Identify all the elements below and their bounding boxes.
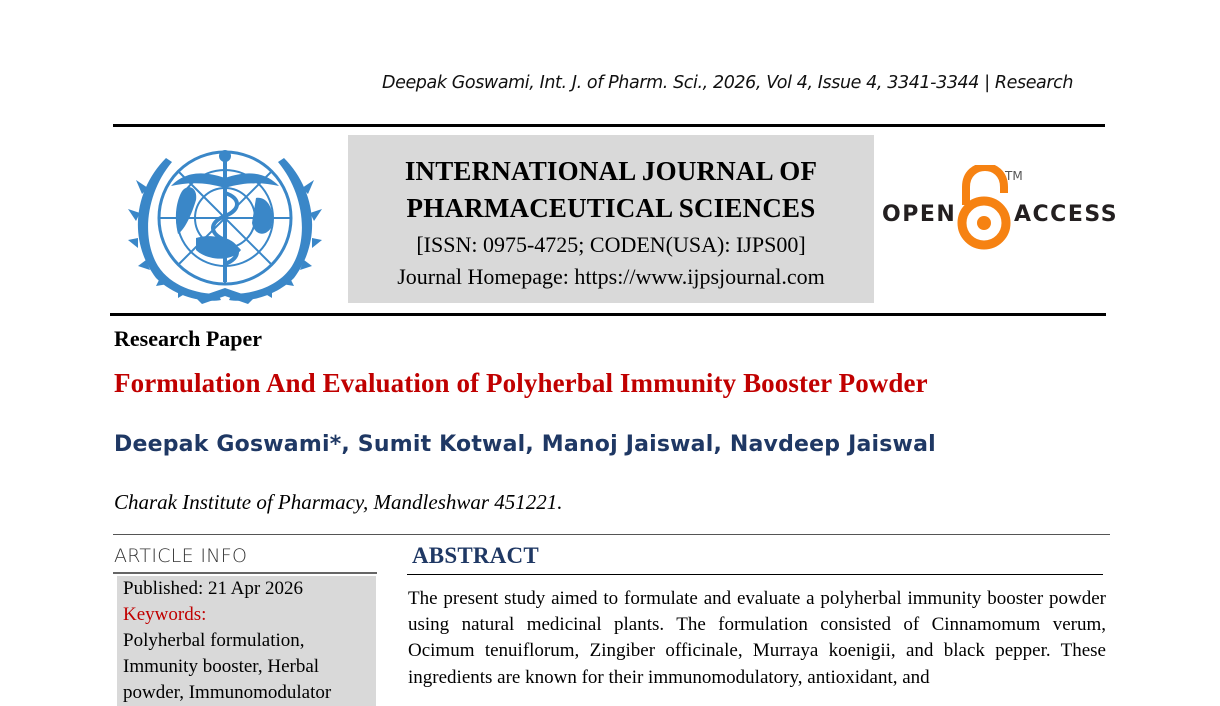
header-rule-bottom: [110, 313, 1106, 316]
open-access-right-text: ACCESS: [1014, 202, 1119, 227]
keyword-line: Immunity booster, Herbal: [123, 656, 320, 677]
journal-homepage: Journal Homepage: https://www.ijpsjournal.com: [397, 264, 825, 289]
keyword-line: powder, Immunomodulator: [123, 682, 332, 703]
journal-emblem-icon: [126, 138, 324, 306]
article-info-heading: ARTICLE INFO: [114, 545, 248, 567]
paper-title: Formulation And Evaluation of Polyherbal Immunity Booster Powder: [114, 368, 928, 398]
trademark-symbol: TM: [1005, 169, 1023, 183]
keywords-label: Keywords:: [123, 604, 207, 625]
affiliation: Charak Institute of Pharmacy, Mandleshwar 451221.: [114, 490, 563, 514]
header-rule-top: [113, 124, 1105, 127]
journal-title-line2: PHARMACEUTICAL SCIENCES: [406, 193, 816, 223]
abstract-text: The present study aimed to formulate and evaluate a polyherbal immunity booster powder using natural medicinal plants. The formulation consisted of Cinnamomum verum, Ocimum tenuiflorum, Zingiber officinale, Murraya koenigii, and black pepper. These ingredients are known for their immunomodulatory, antioxidant, and: [408, 588, 1106, 688]
journal-title-line1: INTERNATIONAL JOURNAL OF: [404, 156, 818, 186]
paper-type: Research Paper: [114, 326, 263, 351]
journal-issn: [ISSN: 0975-4725; CODEN(USA): IJPS00]: [416, 232, 806, 257]
abstract-heading: ABSTRACT: [412, 543, 539, 568]
open-access-left-text: OPEN: [882, 202, 957, 227]
article-info-rule: [113, 572, 377, 574]
published-date: Published: 21 Apr 2026: [123, 578, 303, 599]
open-access-logo: [880, 165, 1119, 255]
keyword-line: Polyherbal formulation,: [123, 630, 305, 651]
abstract-rule: [407, 574, 1103, 575]
section-divider: [113, 534, 1110, 535]
journal-masthead: [348, 135, 874, 303]
author-list: Deepak Goswami*, Sumit Kotwal, Manoj Jaiswal, Navdeep Jaiswal: [114, 432, 936, 457]
article-info-box: [117, 576, 376, 706]
running-header: Deepak Goswami, Int. J. of Pharm. Sci., 2026, Vol 4, Issue 4, 3341-3344 | Research: [382, 73, 1074, 93]
